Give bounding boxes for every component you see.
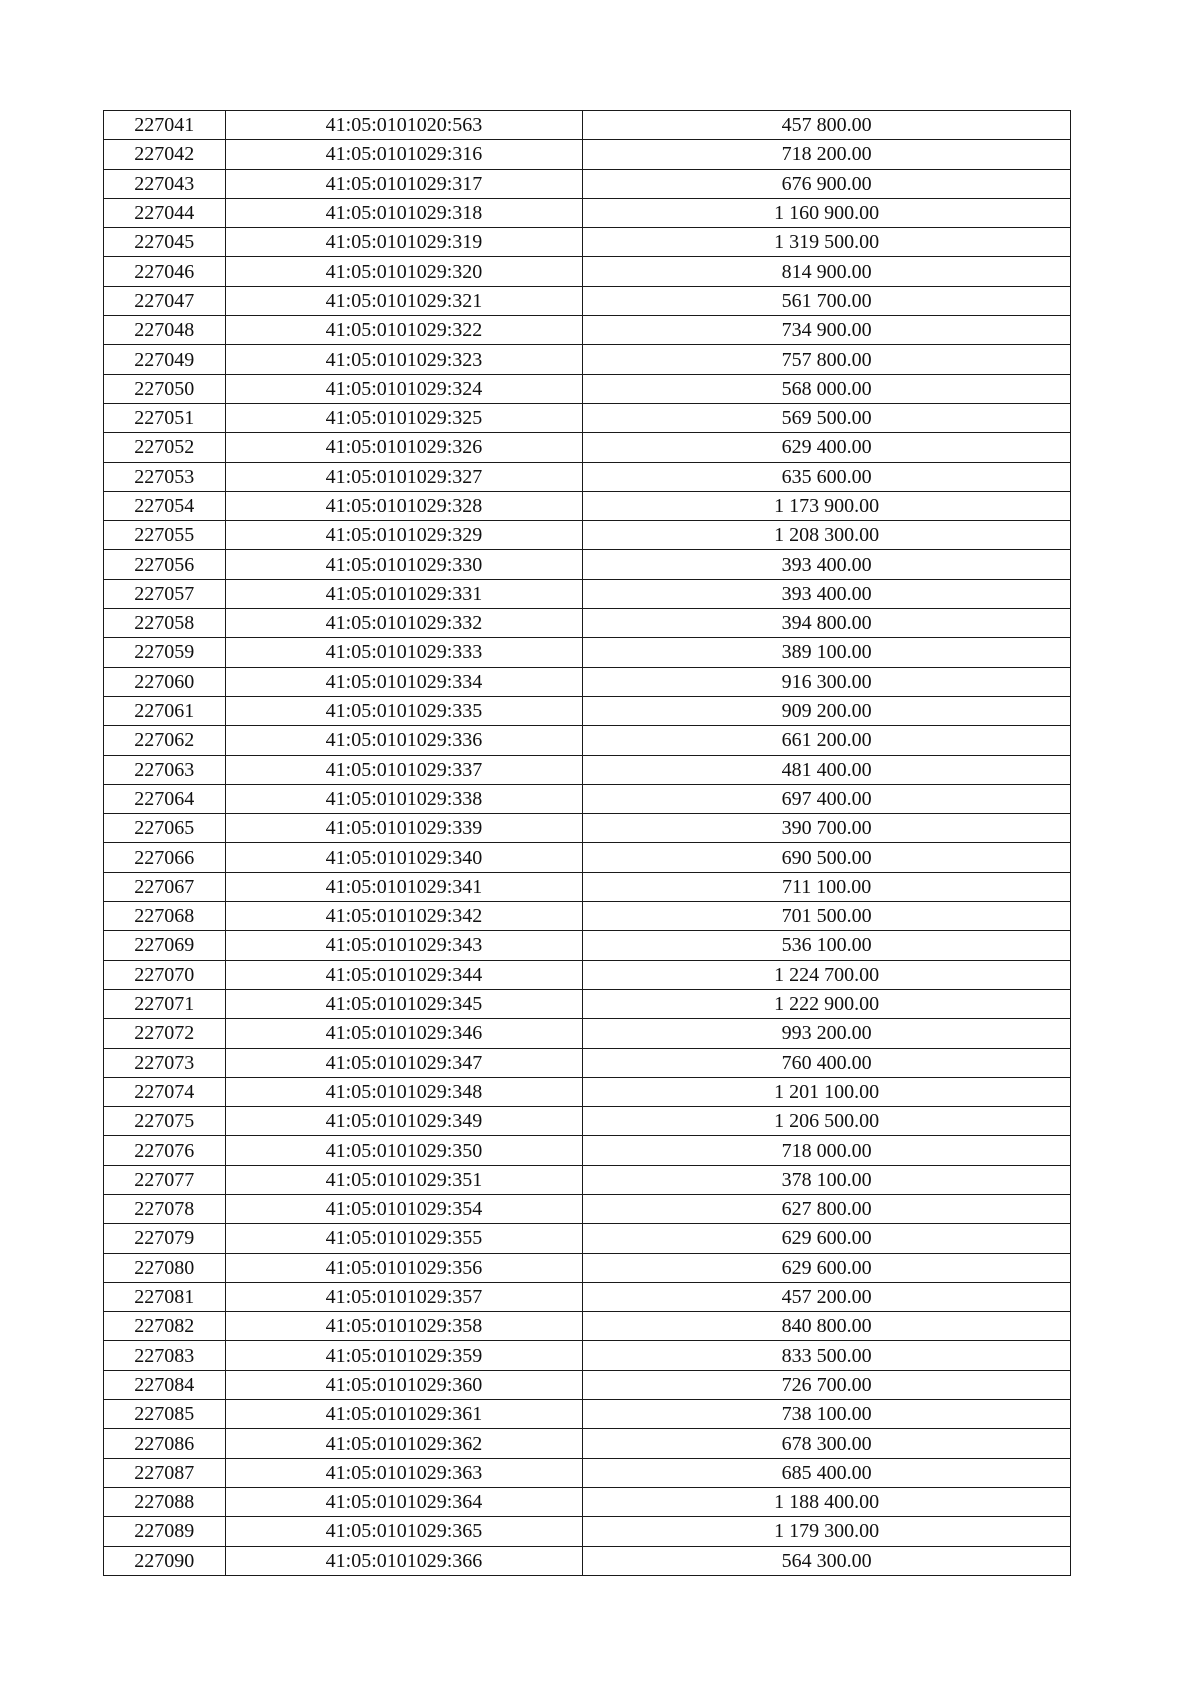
value-cell: 629 600.00: [583, 1253, 1071, 1282]
table-row: [104, 1370, 1071, 1399]
value-cell: 690 500.00: [583, 843, 1071, 872]
row-number-cell: 227060: [104, 667, 226, 696]
row-number-cell: 227089: [104, 1517, 226, 1546]
row-number-cell: 227044: [104, 198, 226, 227]
value-cell: 629 400.00: [583, 433, 1071, 462]
row-number-cell: 227082: [104, 1312, 226, 1341]
value-cell: 757 800.00: [583, 345, 1071, 374]
table-row: [104, 638, 1071, 667]
row-number-cell: 227052: [104, 433, 226, 462]
row-number-cell: 227067: [104, 872, 226, 901]
cadastral-number-cell: 41:05:0101029:343: [225, 931, 583, 960]
row-number-cell: 227049: [104, 345, 226, 374]
table-row: [104, 902, 1071, 931]
table-row: [104, 1282, 1071, 1311]
table-row: [104, 316, 1071, 345]
row-number-cell: 227084: [104, 1370, 226, 1399]
cadastral-number-cell: 41:05:0101020:563: [225, 111, 583, 140]
value-cell: 701 500.00: [583, 902, 1071, 931]
table-row: [104, 1429, 1071, 1458]
value-cell: 389 100.00: [583, 638, 1071, 667]
cadastral-number-cell: 41:05:0101029:363: [225, 1458, 583, 1487]
cadastral-number-cell: 41:05:0101029:355: [225, 1224, 583, 1253]
cadastral-number-cell: 41:05:0101029:365: [225, 1517, 583, 1546]
cadastral-number-cell: 41:05:0101029:347: [225, 1048, 583, 1077]
cadastral-number-cell: 41:05:0101029:335: [225, 696, 583, 725]
row-number-cell: 227086: [104, 1429, 226, 1458]
table-row: [104, 374, 1071, 403]
cadastral-number-cell: 41:05:0101029:327: [225, 462, 583, 491]
cadastral-number-cell: 41:05:0101029:358: [225, 1312, 583, 1341]
table-row: [104, 609, 1071, 638]
value-cell: 569 500.00: [583, 403, 1071, 432]
value-cell: 909 200.00: [583, 696, 1071, 725]
value-cell: 993 200.00: [583, 1019, 1071, 1048]
table-row: [104, 1253, 1071, 1282]
table-row: [104, 696, 1071, 725]
table-row: [104, 1194, 1071, 1223]
table-row: [104, 111, 1071, 140]
table-row: [104, 1400, 1071, 1429]
table-row: [104, 1517, 1071, 1546]
cadastral-number-cell: 41:05:0101029:362: [225, 1429, 583, 1458]
value-cell: 1 319 500.00: [583, 228, 1071, 257]
row-number-cell: 227056: [104, 550, 226, 579]
table-row: [104, 960, 1071, 989]
table-row: [104, 1048, 1071, 1077]
row-number-cell: 227047: [104, 286, 226, 315]
value-cell: 568 000.00: [583, 374, 1071, 403]
value-cell: 1 173 900.00: [583, 491, 1071, 520]
cadastral-number-cell: 41:05:0101029:333: [225, 638, 583, 667]
value-cell: 678 300.00: [583, 1429, 1071, 1458]
value-cell: 718 000.00: [583, 1136, 1071, 1165]
cadastral-number-cell: 41:05:0101029:349: [225, 1107, 583, 1136]
row-number-cell: 227078: [104, 1194, 226, 1223]
value-cell: 916 300.00: [583, 667, 1071, 696]
cadastral-number-cell: 41:05:0101029:326: [225, 433, 583, 462]
row-number-cell: 227068: [104, 902, 226, 931]
row-number-cell: 227076: [104, 1136, 226, 1165]
table-row: [104, 667, 1071, 696]
cadastral-number-cell: 41:05:0101029:342: [225, 902, 583, 931]
row-number-cell: 227066: [104, 843, 226, 872]
table-row: [104, 843, 1071, 872]
table-row: [104, 1107, 1071, 1136]
row-number-cell: 227061: [104, 696, 226, 725]
value-cell: 1 208 300.00: [583, 521, 1071, 550]
row-number-cell: 227062: [104, 726, 226, 755]
table-row: [104, 345, 1071, 374]
row-number-cell: 227075: [104, 1107, 226, 1136]
value-cell: 718 200.00: [583, 140, 1071, 169]
row-number-cell: 227058: [104, 609, 226, 638]
table-row: [104, 403, 1071, 432]
cadastral-number-cell: 41:05:0101029:323: [225, 345, 583, 374]
value-cell: 1 160 900.00: [583, 198, 1071, 227]
cadastral-number-cell: 41:05:0101029:336: [225, 726, 583, 755]
cadastral-number-cell: 41:05:0101029:316: [225, 140, 583, 169]
table-row: [104, 1458, 1071, 1487]
row-number-cell: 227042: [104, 140, 226, 169]
cadastral-number-cell: 41:05:0101029:354: [225, 1194, 583, 1223]
value-cell: 1 179 300.00: [583, 1517, 1071, 1546]
data-table: [103, 110, 1071, 1576]
row-number-cell: 227088: [104, 1487, 226, 1516]
value-cell: 833 500.00: [583, 1341, 1071, 1370]
row-number-cell: 227054: [104, 491, 226, 520]
cadastral-number-cell: 41:05:0101029:356: [225, 1253, 583, 1282]
row-number-cell: 227063: [104, 755, 226, 784]
value-cell: 814 900.00: [583, 257, 1071, 286]
row-number-cell: 227041: [104, 111, 226, 140]
cadastral-number-cell: 41:05:0101029:337: [225, 755, 583, 784]
cadastral-number-cell: 41:05:0101029:332: [225, 609, 583, 638]
value-cell: 840 800.00: [583, 1312, 1071, 1341]
row-number-cell: 227090: [104, 1546, 226, 1575]
table-row: [104, 521, 1071, 550]
cadastral-number-cell: 41:05:0101029:361: [225, 1400, 583, 1429]
value-cell: 393 400.00: [583, 550, 1071, 579]
cadastral-number-cell: 41:05:0101029:364: [225, 1487, 583, 1516]
cadastral-number-cell: 41:05:0101029:346: [225, 1019, 583, 1048]
value-cell: 1 188 400.00: [583, 1487, 1071, 1516]
value-cell: 726 700.00: [583, 1370, 1071, 1399]
cadastral-number-cell: 41:05:0101029:357: [225, 1282, 583, 1311]
table-row: [104, 1487, 1071, 1516]
table-row: [104, 814, 1071, 843]
cadastral-number-cell: 41:05:0101029:341: [225, 872, 583, 901]
cadastral-number-cell: 41:05:0101029:319: [225, 228, 583, 257]
value-cell: 1 206 500.00: [583, 1107, 1071, 1136]
row-number-cell: 227070: [104, 960, 226, 989]
table-row: [104, 989, 1071, 1018]
cadastral-number-cell: 41:05:0101029:359: [225, 1341, 583, 1370]
cadastral-number-cell: 41:05:0101029:328: [225, 491, 583, 520]
table-row: [104, 931, 1071, 960]
cadastral-number-cell: 41:05:0101029:340: [225, 843, 583, 872]
table-row: [104, 140, 1071, 169]
row-number-cell: 227059: [104, 638, 226, 667]
cadastral-number-cell: 41:05:0101029:344: [225, 960, 583, 989]
table-row: [104, 1341, 1071, 1370]
cadastral-number-cell: 41:05:0101029:321: [225, 286, 583, 315]
table-row: [104, 462, 1071, 491]
value-cell: 685 400.00: [583, 1458, 1071, 1487]
cadastral-number-cell: 41:05:0101029:330: [225, 550, 583, 579]
table-row: [104, 1224, 1071, 1253]
row-number-cell: 227077: [104, 1165, 226, 1194]
value-cell: 457 800.00: [583, 111, 1071, 140]
row-number-cell: 227072: [104, 1019, 226, 1048]
table-row: [104, 1312, 1071, 1341]
value-cell: 1 222 900.00: [583, 989, 1071, 1018]
table-row: [104, 872, 1071, 901]
table-row: [104, 433, 1071, 462]
value-cell: 481 400.00: [583, 755, 1071, 784]
row-number-cell: 227085: [104, 1400, 226, 1429]
value-cell: 1 201 100.00: [583, 1077, 1071, 1106]
value-cell: 393 400.00: [583, 579, 1071, 608]
cadastral-number-cell: 41:05:0101029:351: [225, 1165, 583, 1194]
value-cell: 635 600.00: [583, 462, 1071, 491]
row-number-cell: 227087: [104, 1458, 226, 1487]
value-cell: 661 200.00: [583, 726, 1071, 755]
table-row: [104, 550, 1071, 579]
cadastral-number-cell: 41:05:0101029:350: [225, 1136, 583, 1165]
value-cell: 629 600.00: [583, 1224, 1071, 1253]
cadastral-number-cell: 41:05:0101029:320: [225, 257, 583, 286]
table-row: [104, 257, 1071, 286]
cadastral-number-cell: 41:05:0101029:325: [225, 403, 583, 432]
cadastral-number-cell: 41:05:0101029:360: [225, 1370, 583, 1399]
value-cell: 697 400.00: [583, 784, 1071, 813]
row-number-cell: 227045: [104, 228, 226, 257]
table-row: [104, 726, 1071, 755]
table-row: [104, 784, 1071, 813]
row-number-cell: 227074: [104, 1077, 226, 1106]
value-cell: 738 100.00: [583, 1400, 1071, 1429]
row-number-cell: 227083: [104, 1341, 226, 1370]
cadastral-number-cell: 41:05:0101029:348: [225, 1077, 583, 1106]
value-cell: 390 700.00: [583, 814, 1071, 843]
row-number-cell: 227050: [104, 374, 226, 403]
row-number-cell: 227069: [104, 931, 226, 960]
table-row: [104, 491, 1071, 520]
cadastral-number-cell: 41:05:0101029:324: [225, 374, 583, 403]
cadastral-number-cell: 41:05:0101029:345: [225, 989, 583, 1018]
row-number-cell: 227071: [104, 989, 226, 1018]
value-cell: 564 300.00: [583, 1546, 1071, 1575]
cadastral-number-cell: 41:05:0101029:331: [225, 579, 583, 608]
row-number-cell: 227043: [104, 169, 226, 198]
table-row: [104, 1019, 1071, 1048]
value-cell: 457 200.00: [583, 1282, 1071, 1311]
value-cell: 734 900.00: [583, 316, 1071, 345]
cadastral-number-cell: 41:05:0101029:317: [225, 169, 583, 198]
table-row: [104, 228, 1071, 257]
row-number-cell: 227055: [104, 521, 226, 550]
row-number-cell: 227064: [104, 784, 226, 813]
value-cell: 760 400.00: [583, 1048, 1071, 1077]
row-number-cell: 227079: [104, 1224, 226, 1253]
cadastral-number-cell: 41:05:0101029:339: [225, 814, 583, 843]
table-body: [104, 111, 1071, 1576]
cadastral-number-cell: 41:05:0101029:334: [225, 667, 583, 696]
cadastral-number-cell: 41:05:0101029:366: [225, 1546, 583, 1575]
table-row: [104, 579, 1071, 608]
row-number-cell: 227051: [104, 403, 226, 432]
value-cell: 676 900.00: [583, 169, 1071, 198]
row-number-cell: 227073: [104, 1048, 226, 1077]
value-cell: 394 800.00: [583, 609, 1071, 638]
value-cell: 627 800.00: [583, 1194, 1071, 1223]
table-row: [104, 286, 1071, 315]
value-cell: 561 700.00: [583, 286, 1071, 315]
row-number-cell: 227080: [104, 1253, 226, 1282]
row-number-cell: 227048: [104, 316, 226, 345]
table-row: [104, 1077, 1071, 1106]
cadastral-number-cell: 41:05:0101029:338: [225, 784, 583, 813]
cadastral-number-cell: 41:05:0101029:318: [225, 198, 583, 227]
row-number-cell: 227081: [104, 1282, 226, 1311]
table-row: [104, 1165, 1071, 1194]
table-row: [104, 169, 1071, 198]
row-number-cell: 227065: [104, 814, 226, 843]
table-row: [104, 198, 1071, 227]
row-number-cell: 227046: [104, 257, 226, 286]
table-row: [104, 1546, 1071, 1575]
value-cell: 1 224 700.00: [583, 960, 1071, 989]
value-cell: 378 100.00: [583, 1165, 1071, 1194]
cadastral-number-cell: 41:05:0101029:322: [225, 316, 583, 345]
table-row: [104, 1136, 1071, 1165]
table-row: [104, 755, 1071, 784]
row-number-cell: 227053: [104, 462, 226, 491]
cadastral-number-cell: 41:05:0101029:329: [225, 521, 583, 550]
row-number-cell: 227057: [104, 579, 226, 608]
value-cell: 711 100.00: [583, 872, 1071, 901]
value-cell: 536 100.00: [583, 931, 1071, 960]
